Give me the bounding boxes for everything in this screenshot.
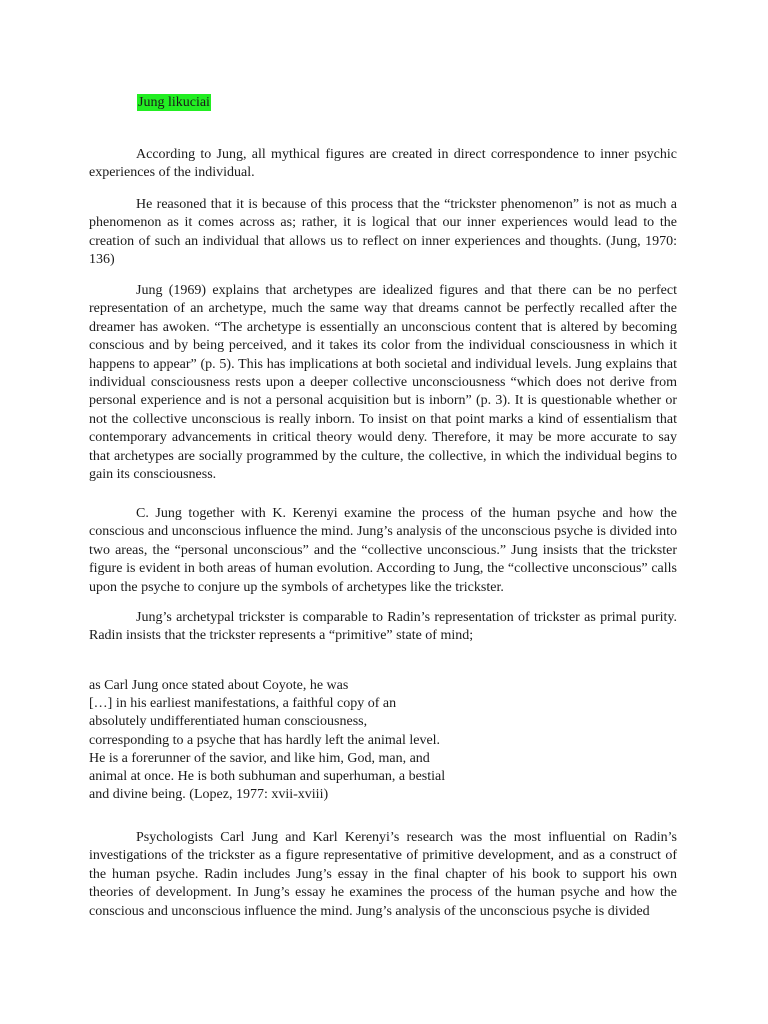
- quote-line: absolutely undifferentiated human consciousness,: [89, 714, 368, 730]
- paragraph-6: Psychologists Carl Jung and Karl Kerenyi’s research was the most influential on Radin’s investigations of the trickster as a figure representative of primitive development, and as a construct of the human psyche. Radin includes Jung’s essay in the final chapter of his book to support his own theories of development. In Jung’s essay he examines the process of the human psyche and how the conscious and unconscious influence the mind. Jung’s analysis of the unconscious psyche is divided: [89, 830, 677, 919]
- paragraph-4: C. Jung together with K. Kerenyi examine the process of the human psyche and how the conscious and unconscious influence the mind. Jung’s analysis of the unconscious psyche is divided into two areas, the “personal unconscious” and the “collective unconscious.” Jung insists that the trickster figure is evident in both areas of human evolution. According to Jung, the “collective unconscious” calls upon the psyche to conjure up the symbols of archetypes like the trickster.: [89, 506, 677, 595]
- quote-line: […] in his earliest manifestations, a faithful copy of an: [89, 696, 397, 712]
- quote-line: He is a forerunner of the savior, and like him, God, man, and: [89, 750, 430, 766]
- paragraph-2: He reasoned that it is because of this process that the “trickster phenomenon” is not as much a phenomenon as it comes across as; rather, it is logical that our inner experiences would lead to the creation of such an individual that allows us to reflect on inner experiences and thoughts. (Jung, 1970: 136): [89, 197, 677, 268]
- quote-line: animal at once. He is both subhuman and superhuman, a bestial: [89, 769, 446, 785]
- quote-line: and divine being. (Lopez, 1977: xvii-xviii): [89, 787, 329, 803]
- paragraph-3: Jung (1969) explains that archetypes are idealized figures and that there can be no perfect representation of an archetype, much the same way that dreams cannot be perfectly recalled after the dreamer has awoken. “The archetype is essentially an unconscious content that is altered by becoming conscious and by being perceived, and it takes its color from the individual consciousness in which it happens to appear” (p. 5). This has implications at both societal and individual levels. Jung explains that individual consciousness rests upon a deeper collective unconsciousness “which does not derive from personal experience and is not a personal acquisition but is inborn” (p. 3). It is questionable whether or not the collective unconscious is really inborn. To insist on that point marks a kind of essentialism that contemporary advancements in critical theory would deny. Therefore, it may be more accurate to say that archetypes are socially programmed by the culture, the collective, in which the individual begins to gain its consciousness.: [89, 283, 677, 483]
- paragraph-5: Jung’s archetypal trickster is comparable to Radin’s representation of trickster as primal purity. Radin insists that the trickster represents a “primitive” state of mind;: [89, 610, 677, 644]
- quote-line: corresponding to a psyche that has hardly left the animal level.: [89, 732, 441, 748]
- quote-line: as Carl Jung once stated about Coyote, he was: [89, 678, 349, 693]
- block-quote: [89, 677, 469, 804]
- paragraph-1: According to Jung, all mythical figures are created in direct correspondence to inner psychic experiences of the individual.: [89, 147, 677, 181]
- document-heading: Jung likuciai: [138, 95, 210, 110]
